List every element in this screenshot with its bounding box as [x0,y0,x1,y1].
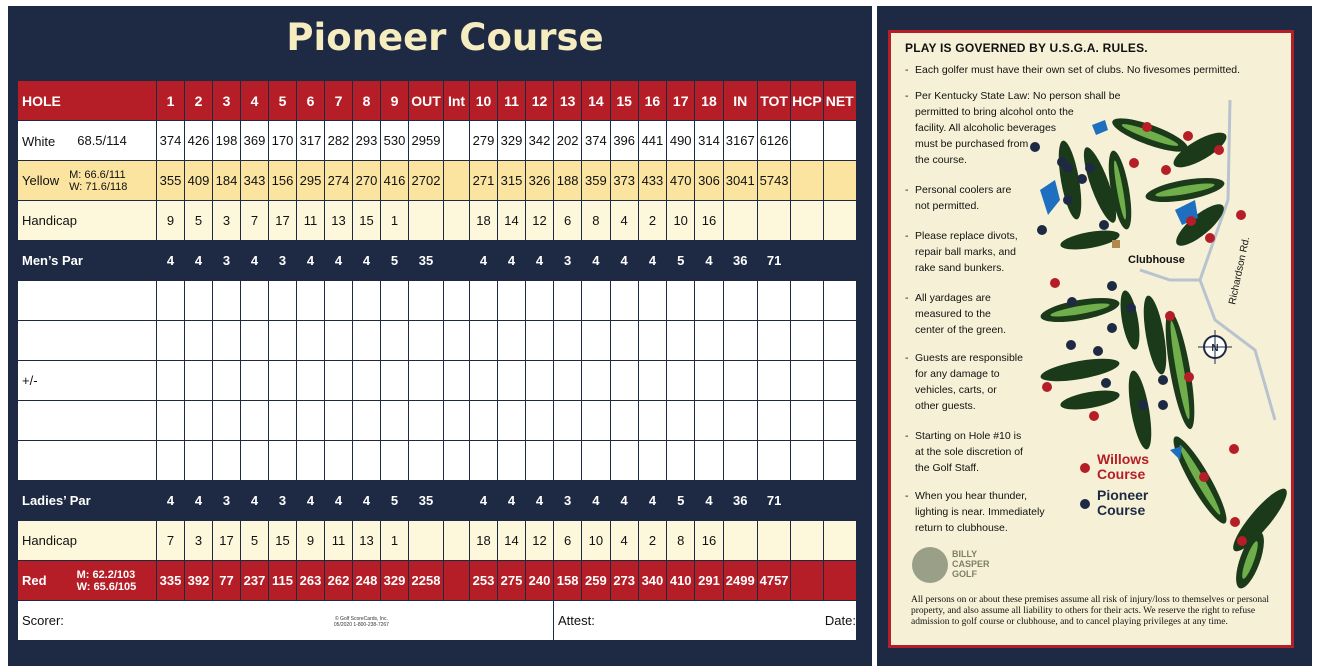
yardage: 306 [695,161,723,201]
yardage: 329 [381,561,409,601]
hcp-cell [791,521,823,561]
pioneer-legend-label-1: Pioneer [1097,487,1149,503]
hcp-cell [791,481,823,521]
hole-number: 6 [297,81,325,121]
signature-row [18,601,857,641]
yardage: 77 [213,561,241,601]
yardage: 409 [185,161,213,201]
par-value: 3 [213,481,241,521]
willows-legend-dot [1080,463,1090,473]
handicap-value: 4 [610,521,638,561]
rule-line: return to clubhouse. [915,522,1008,534]
hcp-cell[interactable] [791,161,823,201]
par-value: 4 [470,241,498,281]
out-total: 2258 [409,561,444,601]
net-cell [823,241,856,281]
red-tee-label: Red M: 62.2/103 W: 65.6/105 [18,561,157,601]
hole-number: 4 [241,81,269,121]
hcp-cell[interactable] [791,561,823,601]
yardage: 359 [582,161,610,201]
player-name-cell[interactable] [18,401,157,441]
handicap-label: Handicap [18,201,157,241]
tot-cell [757,201,790,241]
hole-number: 1 [157,81,185,121]
yardage: 293 [353,121,381,161]
int-cell [444,521,470,561]
hole-number: 17 [667,81,695,121]
rule-item: - All yardages are [905,292,991,304]
yardage: 374 [582,121,610,161]
tot-total: 6126 [757,121,790,161]
handicap-value: 18 [470,201,498,241]
hole-number: 15 [610,81,638,121]
out-total: 2959 [409,121,444,161]
yardage: 275 [498,561,526,601]
out-total: 35 [409,481,444,521]
clubhouse-road [1140,270,1200,280]
net-cell [823,201,856,241]
hole-number: 8 [353,81,381,121]
yardage: 237 [241,561,269,601]
handicap-value: 5 [241,521,269,561]
player-name-cell[interactable] [18,441,157,481]
par-value: 4 [470,481,498,521]
rule-line: lighting is near. Immediately [915,506,1045,518]
hole-number: 5 [269,81,297,121]
yellow-rating: M: 66.6/111 W: 71.6/118 [69,168,128,193]
net-cell [823,521,856,561]
yardage: 369 [241,121,269,161]
course-title: Pioneer Course [286,16,604,59]
yardage: 263 [297,561,325,601]
yardage: 158 [554,561,582,601]
white-rating: 68.5/114 [77,133,127,149]
net-cell [823,481,856,521]
fairways [1039,112,1290,592]
handicap-value: 15 [269,521,297,561]
handicap-value: 13 [353,521,381,561]
par-value: 4 [157,481,185,521]
yardage: 291 [695,561,723,601]
handicap-value: 12 [526,521,554,561]
out-cell [409,201,444,241]
in-header: IN [723,81,757,121]
pioneer-legend-dot [1080,499,1090,509]
ladies-par-row [18,481,857,521]
hcp-cell[interactable] [791,121,823,161]
yardage: 198 [213,121,241,161]
hole-number: 14 [582,81,610,121]
yardage: 426 [185,121,213,161]
rule-line: repair ball marks, and [915,246,1016,258]
rule-item: - Starting on Hole #10 is [905,430,1022,442]
par-value: 4 [582,241,610,281]
pioneer-legend-label-2: Course [1097,502,1146,518]
yardage: 392 [185,561,213,601]
yardage: 295 [297,161,325,201]
yardage: 396 [610,121,638,161]
par-value: 4 [610,241,638,281]
hole-number: 18 [695,81,723,121]
par-value: 5 [381,241,409,281]
liability-disclaimer: All persons on or about these premises assume all risk of injury/loss to themselves or personal property, and also assume all liability to others for their acts. We reserve the right to refuse admission to golf course or clubhouse, and to cancel playing privileges at any time. [911,595,1270,627]
plus-minus-label: +/- [18,361,157,401]
hole-row [18,81,857,121]
yardage: 373 [610,161,638,201]
handicap-value: 10 [582,521,610,561]
par-value: 4 [353,241,381,281]
tot-total: 4757 [757,561,790,601]
par-value: 3 [269,241,297,281]
rule-item: - When you hear thunder, [905,490,1028,502]
rule-line: not permitted. [915,200,980,212]
tot-total: 71 [757,241,790,281]
par-value: 4 [157,241,185,281]
svg-text:N: N [1211,343,1219,354]
copyright-note: © Golf ScoreCards, Inc. 05/2020 1-800-238-7267 [333,615,389,628]
par-value: 4 [498,241,526,281]
rule-line: facility. All alcoholic beverages [915,122,1057,134]
rule-item: - Personal coolers are [905,184,1012,196]
rule-item: - Each golfer must have their own set of clubs. No fivesomes permitted. [905,64,1241,76]
white-tee-label: White 68.5/114 [18,121,157,161]
in-cell [723,521,757,561]
rules-title: PLAY IS GOVERNED BY U.S.G.A. RULES. [905,41,1148,55]
int-cell [444,561,470,601]
hcp-header: HCP [791,81,823,121]
par-value: 4 [695,241,723,281]
int-cell [444,241,470,281]
handicap-value: 10 [667,201,695,241]
hole-number: 7 [325,81,353,121]
par-value: 3 [269,481,297,521]
out-header: OUT [409,81,444,121]
yardage: 248 [353,561,381,601]
yardage: 374 [157,121,185,161]
rule-line: the Golf Staff. [915,462,980,474]
scorecard-table [17,80,857,641]
yardage: 530 [381,121,409,161]
par-value: 3 [554,241,582,281]
handicap-value: 16 [695,521,723,561]
handicap-value: 5 [185,201,213,241]
yardage: 343 [241,161,269,201]
handicap-value: 14 [498,521,526,561]
net-cell[interactable] [823,561,856,601]
in-total: 3041 [723,161,757,201]
net-header: NET [823,81,856,121]
yardage: 170 [269,121,297,161]
par-value: 4 [638,241,666,281]
par-value: 4 [325,241,353,281]
yardage: 416 [381,161,409,201]
par-value: 4 [353,481,381,521]
par-value: 3 [213,241,241,281]
par-value: 4 [185,481,213,521]
yardage: 335 [157,561,185,601]
rule-line: must be purchased from [915,138,1029,150]
scorer-field[interactable]: Scorer: © Golf ScoreCards, Inc. 05/2020 1-800-238-7267 [18,601,554,641]
net-cell[interactable] [823,121,856,161]
yardage: 240 [526,561,554,601]
rule-item: - Please replace divots, [905,230,1018,242]
rule-line: for any damage to [915,368,1000,380]
handicap-value: 11 [297,201,325,241]
hcp-cell [791,201,823,241]
yellow-tee-label: Yellow M: 66.6/111 W: 71.6/118 [18,161,157,201]
player-name-cell[interactable] [18,321,157,361]
compass-icon [1198,330,1232,364]
rule-item: - Per Kentucky State Law: No person shall be [905,90,1121,102]
hole-number: 12 [526,81,554,121]
int-cell [444,481,470,521]
red-rating: M: 62.2/103 W: 65.6/105 [76,568,137,593]
yardage: 315 [498,161,526,201]
logo-mark-icon [912,547,948,583]
yardage: 202 [554,121,582,161]
yardage: 273 [610,561,638,601]
billy-casper-golf-logo [912,547,992,587]
handicap-value: 3 [185,521,213,561]
par-value: 3 [554,481,582,521]
int-cell [444,161,470,201]
handicap-value: 2 [638,201,666,241]
handicap-value: 3 [213,201,241,241]
yardage: 329 [498,121,526,161]
handicap-value: 7 [241,201,269,241]
tot-total: 5743 [757,161,790,201]
rule-line: other guests. [915,400,976,412]
net-cell[interactable] [823,161,856,201]
par-value: 4 [526,241,554,281]
par-value: 4 [695,481,723,521]
attest-field[interactable]: Attest: Date: [554,601,857,641]
handicap-value: 7 [157,521,185,561]
plus-minus-row[interactable] [18,361,857,401]
handicap-value: 12 [526,201,554,241]
rule-line: measured to the [915,308,991,320]
handicap-value: 4 [610,201,638,241]
int-header: Int [444,81,470,121]
yardage: 279 [470,121,498,161]
handicap-value: 15 [353,201,381,241]
handicap-value: 9 [297,521,325,561]
par-value: 5 [381,481,409,521]
hole-number: 13 [554,81,582,121]
yardage: 188 [554,161,582,201]
hole-label: HOLE [18,81,157,121]
yardage: 340 [638,561,666,601]
tot-total: 71 [757,481,790,521]
hole-number: 10 [470,81,498,121]
red-tee-row [18,561,857,601]
tot-cell [757,521,790,561]
white-tee-row [18,121,857,161]
hole-number: 2 [185,81,213,121]
int-cell [444,201,470,241]
yardage: 317 [297,121,325,161]
ladies-handicap-row [18,521,857,561]
yardage: 490 [667,121,695,161]
handicap-value: 8 [667,521,695,561]
yardage: 253 [470,561,498,601]
hole-number: 16 [638,81,666,121]
ladies-par-label: Ladies’ Par [18,481,157,521]
par-value: 4 [297,241,325,281]
rule-line: the course. [915,154,967,166]
yardage: 314 [695,121,723,161]
rule-line: rake sand bunkers. [915,262,1005,274]
par-value: 4 [526,481,554,521]
out-cell [409,521,444,561]
in-total: 36 [723,241,757,281]
handicap-value: 17 [269,201,297,241]
yardage: 326 [526,161,554,201]
par-value: 4 [638,481,666,521]
willows-legend-label-2: Course [1097,466,1146,482]
par-value: 4 [498,481,526,521]
willows-legend-label-1: Willows [1097,451,1149,467]
yardage: 115 [269,561,297,601]
handicap-value: 18 [470,521,498,561]
handicap-value: 17 [213,521,241,561]
par-value: 4 [325,481,353,521]
mens-par-label: Men’s Par [18,241,157,281]
player-row[interactable] [18,401,857,441]
yardage: 355 [157,161,185,201]
rule-line: permitted to bring alcohol onto the [915,106,1074,118]
player-row[interactable] [18,321,857,361]
handicap-value: 1 [381,201,409,241]
in-cell [723,201,757,241]
clubhouse-label: Clubhouse [1128,254,1185,266]
player-name-cell[interactable] [18,281,157,321]
yardage: 470 [667,161,695,201]
par-value: 4 [582,481,610,521]
par-value: 4 [297,481,325,521]
yardage: 433 [638,161,666,201]
yellow-tee-row [18,161,857,201]
in-total: 36 [723,481,757,521]
player-row[interactable] [18,441,857,481]
handicap-value: 9 [157,201,185,241]
par-value: 4 [185,241,213,281]
handicap-value: 8 [582,201,610,241]
yardage: 274 [325,161,353,201]
mens-handicap-row [18,201,857,241]
hcp-cell [791,241,823,281]
handicap-value: 2 [638,521,666,561]
handicap-value: 1 [381,521,409,561]
yardage: 156 [269,161,297,201]
rule-line: vehicles, carts, or [915,384,997,396]
handicap-label: Handicap [18,521,157,561]
road-label: Richardson Rd. [1227,235,1253,306]
handicap-value: 13 [325,201,353,241]
yardage: 342 [526,121,554,161]
int-cell [444,121,470,161]
yardage: 271 [470,161,498,201]
player-row[interactable] [18,281,857,321]
rule-line: at the sole discretion of [915,446,1023,458]
rule-line: center of the green. [915,324,1007,336]
rule-item: - Guests are responsible [905,352,1023,364]
handicap-value: 6 [554,521,582,561]
clubhouse-marker [1112,240,1120,248]
hole-number: 3 [213,81,241,121]
par-value: 5 [667,241,695,281]
date-field[interactable]: Date: [824,613,856,628]
yardage: 184 [213,161,241,201]
handicap-value: 6 [554,201,582,241]
hole-number: 11 [498,81,526,121]
out-total: 35 [409,241,444,281]
yardage: 270 [353,161,381,201]
in-total: 2499 [723,561,757,601]
yardage: 259 [582,561,610,601]
mens-par-row [18,241,857,281]
in-total: 3167 [723,121,757,161]
yardage: 410 [667,561,695,601]
yardage: 282 [325,121,353,161]
tot-header: TOT [757,81,790,121]
par-value: 5 [667,481,695,521]
handicap-value: 16 [695,201,723,241]
par-value: 4 [241,481,269,521]
course-map [1020,80,1290,600]
handicap-value: 14 [498,201,526,241]
par-value: 4 [610,481,638,521]
yardage: 441 [638,121,666,161]
logo-text: BILLY CASPER GOLF [952,549,990,579]
handicap-value: 11 [325,521,353,561]
out-total: 2702 [409,161,444,201]
yardage: 262 [325,561,353,601]
hole-number: 9 [381,81,409,121]
par-value: 4 [241,241,269,281]
